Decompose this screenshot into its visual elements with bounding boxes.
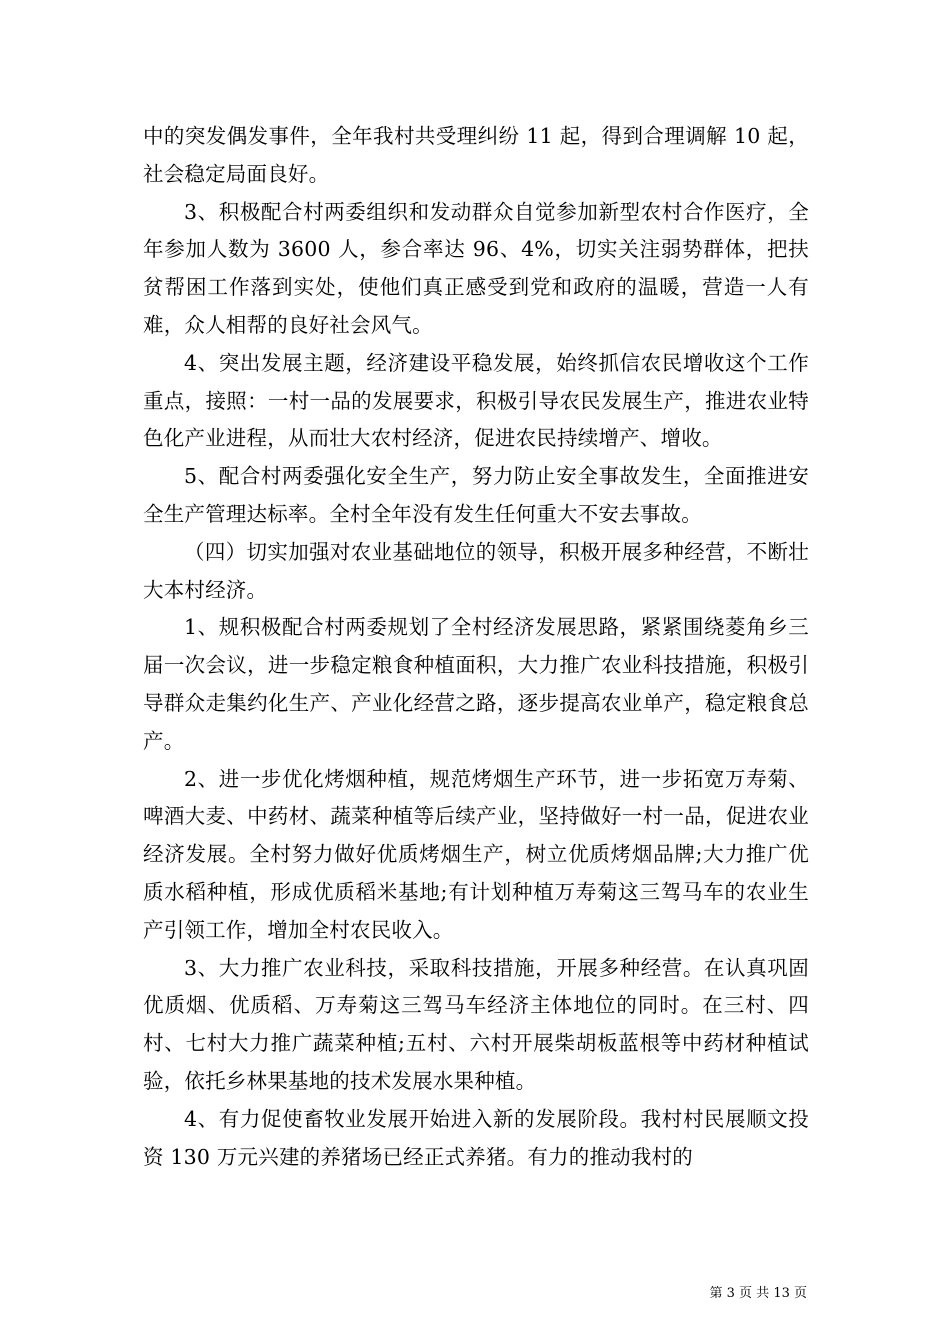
paragraph-item-5-safety: 5、配合村两委强化安全生产，努力防止安全事故发生，全面推进安全生产管理达标率。全村全年没有发生任何重大不安去事故。: [143, 464, 809, 526]
paragraph-item-4-livestock: 4、有力促使畜牧业发展开始进入新的发展阶段。我村村民展顺文投资 130 万元兴建的养猪场已经正式养猪。有力的推动我村的: [143, 1106, 809, 1169]
document-body: [143, 118, 809, 1176]
section-heading-4: （四）切实加强对农业基础地位的领导，积极开展多种经营，不断壮大本村经济。: [143, 539, 809, 602]
paragraph-continued: 中的突发偶发事件，全年我村共受理纠纷 11 起，得到合理调解 10 起，社会稳定局面良好。: [143, 124, 809, 186]
paragraph-item-2-tobacco: 2、进一步优化烤烟种植，规范烤烟生产环节，进一步拓宽万寿菊、啤酒大麦、中药材、蔬菜种植等后续产业，坚持做好一村一品，促进农业经济发展。全村努力做好优质烤烟生产，树立优质烤烟品牌;大力推广优质水稻种植，形成优质稻米基地;有计划种植万寿菊这三驾马车的农业生产引领工作，增加全村农民收入。: [143, 766, 809, 942]
paragraph-item-4-economy: 4、突出发展主题，经济建设平稳发展，始终抓信农民增收这个工作重点，接照：一村一品的发展要求，积极引导农民发展生产，推进农业特色化产业进程，从而壮大农村经济，促进农民持续增产、增收。: [143, 350, 809, 451]
paragraph-item-1-planning: 1、规积极配合村两委规划了全村经济发展思路，紧紧围绕菱角乡三届一次会议，进一步稳定粮食种植面积，大力推广农业科技措施，积极引导群众走集约化生产、产业化经营之路，逐步提高农业单产，稳定粮食总产。: [143, 615, 809, 753]
page-number: 第 3 页 共 13 页: [709, 1286, 807, 1301]
paragraph-item-3-medical: 3、积极配合村两委组织和发动群众自觉参加新型农村合作医疗，全年参加人数为 3600 人，参合率达 96、4%，切实关注弱势群体，把扶贫帮困工作落到实处，使他们真正感受到党和政府的温暖，营造一人有难，众人相帮的良好社会风气。: [143, 199, 809, 337]
paragraph-item-3-technology: 3、大力推广农业科技，采取科技措施，开展多种经营。在认真巩固优质烟、优质稻、万寿菊这三驾马车经济主体地位的同时。在三村、四村、七村大力推广蔬菜种植;五村、六村开展柴胡板蓝根等中药材种植试验，依托乡林果基地的技术发展水果种植。: [143, 955, 809, 1093]
